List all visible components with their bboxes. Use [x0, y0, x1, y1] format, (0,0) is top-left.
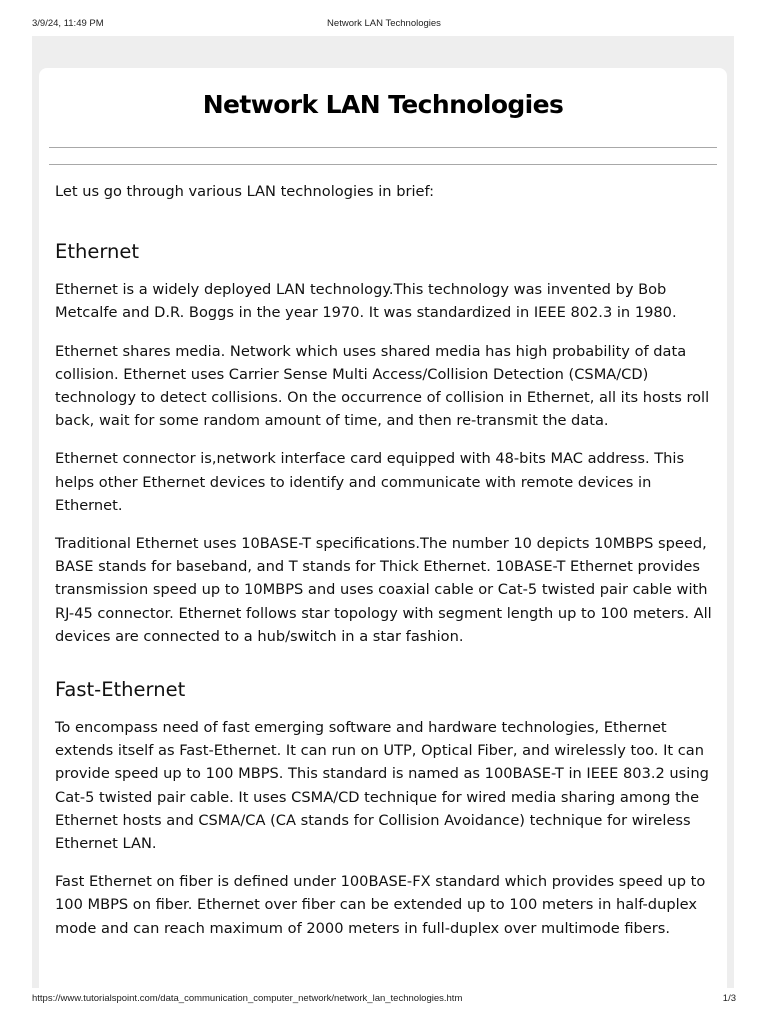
- fast-ethernet-paragraph-1: To encompass need of fast emerging software and hardware technologies, Ethernet extends itself as Fast-Ethernet. It can run on UTP, Optical Fiber, and wirelessly too. It can provide speed up to 100 MBPS. This standard is named as 100BASE-T in IEEE 803.2 using Cat-5 twisted pair cable. It uses CSMA/CD technique for wired media sharing among the Ethernet hosts and CSMA/CA (CA stands for Collision Avoidance) technique for wireless Ethernet LAN.: [55, 719, 709, 853]
- section-heading-ethernet: Ethernet: [55, 240, 139, 264]
- intro-paragraph: Let us go through various LAN technologies in brief:: [55, 183, 435, 200]
- fast-ethernet-paragraph-2: Fast Ethernet on fiber is defined under 100BASE-FX standard which provides speed up to 100 MBPS on fiber. Ethernet over fiber can be extended up to 100 meters in half-duplex mode and can reach maximum of 2000 meters in full-duplex over multimode fibers.: [55, 873, 706, 937]
- ethernet-paragraph-3: Ethernet connector is,network interface card equipped with 48-bits MAC address. This helps other Ethernet devices to identify and communicate with remote devices in Ethernet.: [55, 450, 685, 514]
- article-title: Network LAN Technologies: [202, 90, 564, 119]
- print-datetime: 3/9/24, 11:49 PM: [32, 18, 104, 29]
- title-divider-bottom: [49, 164, 717, 165]
- print-header: [32, 18, 736, 32]
- section-heading-fast-ethernet: Fast-Ethernet: [55, 678, 186, 702]
- print-footer: [32, 993, 736, 1007]
- page-frame: [32, 36, 734, 988]
- ethernet-paragraph-2: Ethernet shares media. Network which uses shared media has high probability of data collision. Ethernet uses Carrier Sense Multi Access/Collision Detection (CSMA/CD) technology to detect collisions. On the occurrence of collision in Ethernet, all its hosts roll back, wait for some random amount of time, and then re-transmit the data.: [55, 342, 710, 430]
- print-doc-title: Network LAN Technologies: [327, 18, 441, 29]
- print-url: https://www.tutorialspoint.com/data_communication_computer_network/network_lan_technologies.htm: [32, 993, 463, 1004]
- print-page-number: 1/3: [722, 993, 736, 1004]
- title-divider-top: [49, 147, 717, 148]
- ethernet-paragraph-4: Traditional Ethernet uses 10BASE-T specifications.The number 10 depicts 10MBPS speed, BASE stands for baseband, and T stands for Thick Ethernet. 10BASE-T Ethernet provides transmission speed up to 10MBPS and uses coaxial cable or Cat-5 twisted pair cable with RJ-45 connector. Ethernet follows star topology with segment length up to 100 meters. All devices are connected to a hub/switch in a star fashion.: [55, 535, 712, 645]
- article-card: [39, 68, 727, 988]
- ethernet-paragraph-1: Ethernet is a widely deployed LAN technology.This technology was invented by Bob Metcalfe and D.R. Boggs in the year 1970. It was standardized in IEEE 802.3 in 1980.: [55, 281, 677, 322]
- article-body: [55, 180, 713, 955]
